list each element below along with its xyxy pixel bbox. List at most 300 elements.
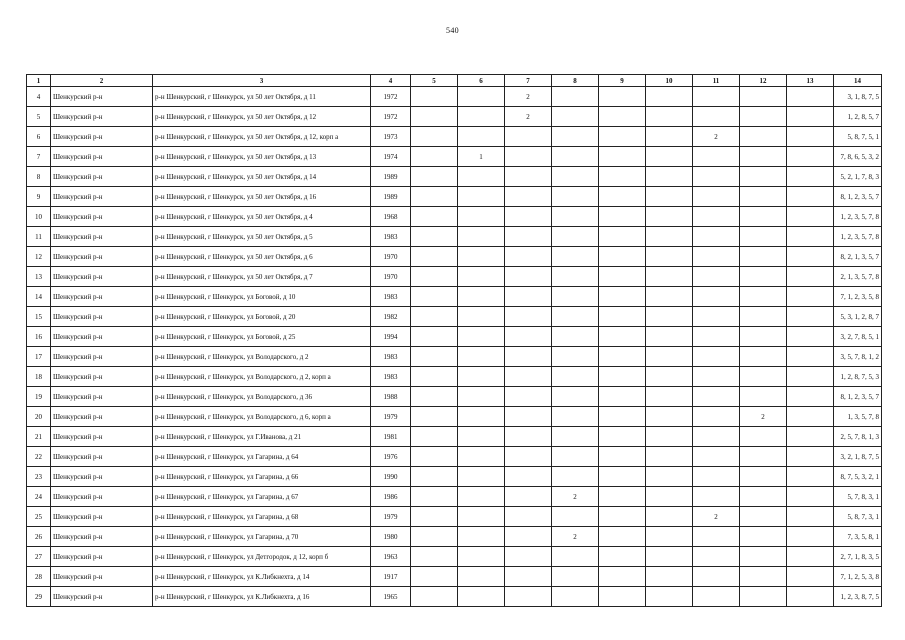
cell-year-built: 1988 bbox=[371, 387, 411, 407]
cell-col-7 bbox=[505, 387, 552, 407]
column-header-9: 9 bbox=[599, 75, 646, 87]
cell-district: Шенкурский р-н bbox=[51, 587, 153, 607]
cell-district: Шенкурский р-н bbox=[51, 227, 153, 247]
cell-year-built: 1990 bbox=[371, 467, 411, 487]
cell-row-number: 18 bbox=[27, 367, 51, 387]
cell-address: р-н Шенкурский, г Шенкурск, ул Гагарина, д 68 bbox=[153, 507, 371, 527]
cell-district: Шенкурский р-н bbox=[51, 427, 153, 447]
cell-col-9 bbox=[599, 347, 646, 367]
cell-col-10 bbox=[646, 567, 693, 587]
cell-col-8 bbox=[552, 507, 599, 527]
cell-col-11 bbox=[693, 87, 740, 107]
cell-col-11 bbox=[693, 247, 740, 267]
cell-col-8 bbox=[552, 307, 599, 327]
cell-col-9 bbox=[599, 107, 646, 127]
cell-col-12 bbox=[740, 127, 787, 147]
cell-col-5 bbox=[411, 267, 458, 287]
cell-col-6 bbox=[458, 427, 505, 447]
cell-col-6 bbox=[458, 547, 505, 567]
cell-col-10 bbox=[646, 427, 693, 447]
cell-col-13 bbox=[787, 547, 834, 567]
cell-row-number: 25 bbox=[27, 507, 51, 527]
cell-col-8 bbox=[552, 467, 599, 487]
cell-address: р-н Шенкурский, г Шенкурск, ул Боговой, д 20 bbox=[153, 307, 371, 327]
cell-col-10 bbox=[646, 87, 693, 107]
cell-address: р-н Шенкурский, г Шенкурск, ул К.Либкнехта, д 16 bbox=[153, 587, 371, 607]
table-row bbox=[27, 427, 882, 447]
cell-col-9 bbox=[599, 87, 646, 107]
cell-priority-list: 8, 7, 5, 3, 2, 1 bbox=[834, 467, 882, 487]
cell-district: Шенкурский р-н bbox=[51, 307, 153, 327]
cell-year-built: 1979 bbox=[371, 407, 411, 427]
cell-col-11 bbox=[693, 147, 740, 167]
table-row bbox=[27, 207, 882, 227]
cell-col-8 bbox=[552, 107, 599, 127]
cell-priority-list: 1, 2, 3, 5, 7, 8 bbox=[834, 227, 882, 247]
cell-address: р-н Шенкурский, г Шенкурск, ул 50 лет Октября, д 5 bbox=[153, 227, 371, 247]
column-header-11: 11 bbox=[693, 75, 740, 87]
cell-col-5 bbox=[411, 487, 458, 507]
cell-col-13 bbox=[787, 107, 834, 127]
cell-district: Шенкурский р-н bbox=[51, 527, 153, 547]
column-header-5: 5 bbox=[411, 75, 458, 87]
cell-row-number: 11 bbox=[27, 227, 51, 247]
table-row bbox=[27, 367, 882, 387]
cell-col-12 bbox=[740, 147, 787, 167]
cell-row-number: 13 bbox=[27, 267, 51, 287]
cell-priority-list: 7, 3, 5, 8, 1 bbox=[834, 527, 882, 547]
cell-address: р-н Шенкурский, г Шенкурск, ул Боговой, д 10 bbox=[153, 287, 371, 307]
cell-col-9 bbox=[599, 487, 646, 507]
table-row bbox=[27, 267, 882, 287]
cell-col-12 bbox=[740, 347, 787, 367]
column-header-14: 14 bbox=[834, 75, 882, 87]
cell-year-built: 1973 bbox=[371, 127, 411, 147]
cell-col-9 bbox=[599, 587, 646, 607]
cell-priority-list: 2, 1, 3, 5, 7, 8 bbox=[834, 267, 882, 287]
cell-col-13 bbox=[787, 247, 834, 267]
cell-col-9 bbox=[599, 547, 646, 567]
cell-priority-list: 5, 8, 7, 3, 1 bbox=[834, 507, 882, 527]
cell-col-12 bbox=[740, 327, 787, 347]
cell-col-12 bbox=[740, 447, 787, 467]
cell-row-number: 12 bbox=[27, 247, 51, 267]
cell-priority-list: 8, 1, 2, 3, 5, 7 bbox=[834, 187, 882, 207]
cell-priority-list: 3, 5, 7, 8, 1, 2 bbox=[834, 347, 882, 367]
cell-year-built: 1976 bbox=[371, 447, 411, 467]
cell-col-6 bbox=[458, 367, 505, 387]
cell-col-12 bbox=[740, 587, 787, 607]
cell-col-11 bbox=[693, 467, 740, 487]
cell-col-7 bbox=[505, 427, 552, 447]
cell-col-7 bbox=[505, 407, 552, 427]
cell-district: Шенкурский р-н bbox=[51, 467, 153, 487]
table-row bbox=[27, 107, 882, 127]
cell-col-13 bbox=[787, 447, 834, 467]
cell-col-10 bbox=[646, 587, 693, 607]
cell-year-built: 1974 bbox=[371, 147, 411, 167]
cell-col-11 bbox=[693, 527, 740, 547]
column-header-2: 2 bbox=[51, 75, 153, 87]
cell-col-6 bbox=[458, 407, 505, 427]
cell-col-12 bbox=[740, 187, 787, 207]
cell-district: Шенкурский р-н bbox=[51, 287, 153, 307]
cell-year-built: 1982 bbox=[371, 307, 411, 327]
table-row bbox=[27, 227, 882, 247]
cell-district: Шенкурский р-н bbox=[51, 567, 153, 587]
cell-col-10 bbox=[646, 227, 693, 247]
cell-address: р-н Шенкурский, г Шенкурск, ул 50 лет Октября, д 12, корп а bbox=[153, 127, 371, 147]
cell-col-5 bbox=[411, 167, 458, 187]
cell-district: Шенкурский р-н bbox=[51, 407, 153, 427]
cell-priority-list: 3, 2, 1, 8, 7, 5 bbox=[834, 447, 882, 467]
cell-col-8 bbox=[552, 287, 599, 307]
cell-col-6 bbox=[458, 527, 505, 547]
cell-col-11 bbox=[693, 447, 740, 467]
cell-address: р-н Шенкурский, г Шенкурск, ул Гагарина, д 67 bbox=[153, 487, 371, 507]
table-row bbox=[27, 587, 882, 607]
cell-col-12 bbox=[740, 287, 787, 307]
cell-district: Шенкурский р-н bbox=[51, 167, 153, 187]
cell-col-6 bbox=[458, 207, 505, 227]
cell-district: Шенкурский р-н bbox=[51, 107, 153, 127]
cell-year-built: 1983 bbox=[371, 367, 411, 387]
cell-year-built: 1994 bbox=[371, 327, 411, 347]
cell-col-9 bbox=[599, 567, 646, 587]
cell-year-built: 1972 bbox=[371, 107, 411, 127]
cell-row-number: 16 bbox=[27, 327, 51, 347]
cell-priority-list: 7, 1, 2, 5, 3, 8 bbox=[834, 567, 882, 587]
page-number: 540 bbox=[446, 26, 459, 35]
cell-col-5 bbox=[411, 187, 458, 207]
cell-col-7 bbox=[505, 267, 552, 287]
cell-col-6 bbox=[458, 87, 505, 107]
cell-col-11 bbox=[693, 347, 740, 367]
cell-priority-list: 3, 1, 8, 7, 5 bbox=[834, 87, 882, 107]
cell-address: р-н Шенкурский, г Шенкурск, ул 50 лет Октября, д 6 bbox=[153, 247, 371, 267]
cell-col-7 bbox=[505, 147, 552, 167]
cell-row-number: 5 bbox=[27, 107, 51, 127]
column-header-7: 7 bbox=[505, 75, 552, 87]
cell-address: р-н Шенкурский, г Шенкурск, ул 50 лет Октября, д 4 bbox=[153, 207, 371, 227]
cell-col-8 bbox=[552, 327, 599, 347]
cell-col-8 bbox=[552, 587, 599, 607]
cell-col-9 bbox=[599, 127, 646, 147]
cell-col-8 bbox=[552, 567, 599, 587]
cell-col-12 bbox=[740, 207, 787, 227]
cell-col-8: 2 bbox=[552, 487, 599, 507]
cell-priority-list: 1, 3, 5, 7, 8 bbox=[834, 407, 882, 427]
cell-col-5 bbox=[411, 547, 458, 567]
cell-col-5 bbox=[411, 127, 458, 147]
cell-address: р-н Шенкурский, г Шенкурск, ул Володарского, д 6, корп а bbox=[153, 407, 371, 427]
table-row bbox=[27, 387, 882, 407]
cell-priority-list: 5, 3, 1, 2, 8, 7 bbox=[834, 307, 882, 327]
table-row bbox=[27, 347, 882, 367]
cell-row-number: 8 bbox=[27, 167, 51, 187]
cell-district: Шенкурский р-н bbox=[51, 387, 153, 407]
cell-col-5 bbox=[411, 147, 458, 167]
cell-col-8 bbox=[552, 547, 599, 567]
cell-address: р-н Шенкурский, г Шенкурск, ул 50 лет Октября, д 16 bbox=[153, 187, 371, 207]
cell-col-12 bbox=[740, 367, 787, 387]
cell-col-13 bbox=[787, 167, 834, 187]
cell-col-9 bbox=[599, 247, 646, 267]
cell-col-13 bbox=[787, 207, 834, 227]
cell-district: Шенкурский р-н bbox=[51, 327, 153, 347]
cell-col-12 bbox=[740, 567, 787, 587]
cell-col-5 bbox=[411, 567, 458, 587]
cell-col-9 bbox=[599, 427, 646, 447]
cell-col-5 bbox=[411, 227, 458, 247]
table-row bbox=[27, 547, 882, 567]
cell-col-10 bbox=[646, 147, 693, 167]
cell-col-12 bbox=[740, 227, 787, 247]
cell-priority-list: 2, 5, 7, 8, 1, 3 bbox=[834, 427, 882, 447]
cell-col-10 bbox=[646, 527, 693, 547]
cell-row-number: 6 bbox=[27, 127, 51, 147]
cell-col-10 bbox=[646, 127, 693, 147]
cell-year-built: 1983 bbox=[371, 227, 411, 247]
cell-col-9 bbox=[599, 167, 646, 187]
cell-address: р-н Шенкурский, г Шенкурск, ул Боговой, д 25 bbox=[153, 327, 371, 347]
cell-year-built: 1965 bbox=[371, 587, 411, 607]
cell-col-5 bbox=[411, 107, 458, 127]
cell-col-5 bbox=[411, 347, 458, 367]
cell-col-11 bbox=[693, 487, 740, 507]
cell-col-9 bbox=[599, 387, 646, 407]
table-row bbox=[27, 467, 882, 487]
cell-col-11 bbox=[693, 187, 740, 207]
cell-row-number: 7 bbox=[27, 147, 51, 167]
cell-col-12 bbox=[740, 487, 787, 507]
cell-col-8 bbox=[552, 367, 599, 387]
cell-col-13 bbox=[787, 487, 834, 507]
cell-col-7 bbox=[505, 567, 552, 587]
cell-col-12 bbox=[740, 507, 787, 527]
cell-priority-list: 5, 7, 8, 3, 1 bbox=[834, 487, 882, 507]
cell-col-10 bbox=[646, 347, 693, 367]
cell-col-5 bbox=[411, 87, 458, 107]
cell-col-7 bbox=[505, 127, 552, 147]
cell-col-10 bbox=[646, 387, 693, 407]
table-row bbox=[27, 307, 882, 327]
cell-col-13 bbox=[787, 587, 834, 607]
cell-col-5 bbox=[411, 507, 458, 527]
cell-col-6 bbox=[458, 387, 505, 407]
cell-col-7 bbox=[505, 207, 552, 227]
cell-address: р-н Шенкурский, г Шенкурск, ул К.Либкнехта, д 14 bbox=[153, 567, 371, 587]
column-header-3: 3 bbox=[153, 75, 371, 87]
cell-year-built: 1981 bbox=[371, 427, 411, 447]
cell-col-7: 2 bbox=[505, 107, 552, 127]
cell-year-built: 1968 bbox=[371, 207, 411, 227]
cell-col-7 bbox=[505, 507, 552, 527]
cell-col-10 bbox=[646, 407, 693, 427]
cell-col-6 bbox=[458, 287, 505, 307]
cell-col-7 bbox=[505, 487, 552, 507]
cell-col-8 bbox=[552, 407, 599, 427]
cell-col-10 bbox=[646, 367, 693, 387]
cell-col-12 bbox=[740, 87, 787, 107]
column-header-8: 8 bbox=[552, 75, 599, 87]
cell-col-9 bbox=[599, 187, 646, 207]
cell-priority-list: 5, 8, 7, 5, 1 bbox=[834, 127, 882, 147]
cell-col-11 bbox=[693, 307, 740, 327]
cell-row-number: 26 bbox=[27, 527, 51, 547]
cell-col-7 bbox=[505, 447, 552, 467]
cell-col-11 bbox=[693, 287, 740, 307]
cell-col-9 bbox=[599, 447, 646, 467]
cell-col-6 bbox=[458, 487, 505, 507]
cell-col-8 bbox=[552, 267, 599, 287]
table-row bbox=[27, 567, 882, 587]
cell-row-number: 17 bbox=[27, 347, 51, 367]
cell-col-11 bbox=[693, 367, 740, 387]
cell-col-6 bbox=[458, 267, 505, 287]
cell-year-built: 1989 bbox=[371, 167, 411, 187]
cell-col-10 bbox=[646, 467, 693, 487]
cell-col-10 bbox=[646, 447, 693, 467]
cell-col-13 bbox=[787, 327, 834, 347]
cell-col-9 bbox=[599, 147, 646, 167]
cell-address: р-н Шенкурский, г Шенкурск, ул 50 лет Октября, д 12 bbox=[153, 107, 371, 127]
cell-col-7 bbox=[505, 347, 552, 367]
cell-col-6 bbox=[458, 587, 505, 607]
cell-year-built: 1972 bbox=[371, 87, 411, 107]
cell-col-12 bbox=[740, 427, 787, 447]
cell-row-number: 4 bbox=[27, 87, 51, 107]
cell-col-7 bbox=[505, 287, 552, 307]
cell-row-number: 23 bbox=[27, 467, 51, 487]
cell-col-5 bbox=[411, 327, 458, 347]
cell-year-built: 1983 bbox=[371, 287, 411, 307]
cell-year-built: 1986 bbox=[371, 487, 411, 507]
cell-year-built: 1989 bbox=[371, 187, 411, 207]
cell-col-7 bbox=[505, 307, 552, 327]
cell-col-13 bbox=[787, 127, 834, 147]
cell-col-6 bbox=[458, 247, 505, 267]
cell-row-number: 15 bbox=[27, 307, 51, 327]
cell-col-5 bbox=[411, 467, 458, 487]
cell-col-7 bbox=[505, 547, 552, 567]
cell-col-12 bbox=[740, 307, 787, 327]
cell-col-10 bbox=[646, 187, 693, 207]
cell-col-11 bbox=[693, 407, 740, 427]
cell-col-5 bbox=[411, 527, 458, 547]
housing-register-table bbox=[26, 74, 882, 607]
cell-district: Шенкурский р-н bbox=[51, 247, 153, 267]
cell-col-11 bbox=[693, 327, 740, 347]
cell-col-11 bbox=[693, 587, 740, 607]
cell-col-11 bbox=[693, 387, 740, 407]
cell-district: Шенкурский р-н bbox=[51, 127, 153, 147]
cell-address: р-н Шенкурский, г Шенкурск, ул Володарского, д 36 bbox=[153, 387, 371, 407]
cell-row-number: 22 bbox=[27, 447, 51, 467]
cell-col-8 bbox=[552, 387, 599, 407]
cell-address: р-н Шенкурский, г Шенкурск, ул Володарского, д 2, корп а bbox=[153, 367, 371, 387]
cell-row-number: 10 bbox=[27, 207, 51, 227]
cell-priority-list: 1, 2, 8, 7, 5, 3 bbox=[834, 367, 882, 387]
cell-col-5 bbox=[411, 307, 458, 327]
column-header-13: 13 bbox=[787, 75, 834, 87]
cell-col-12 bbox=[740, 527, 787, 547]
cell-district: Шенкурский р-н bbox=[51, 447, 153, 467]
table-row bbox=[27, 487, 882, 507]
column-header-6: 6 bbox=[458, 75, 505, 87]
cell-col-13 bbox=[787, 287, 834, 307]
cell-year-built: 1917 bbox=[371, 567, 411, 587]
cell-col-13 bbox=[787, 387, 834, 407]
cell-row-number: 21 bbox=[27, 427, 51, 447]
cell-address: р-н Шенкурский, г Шенкурск, ул Гагарина, д 64 bbox=[153, 447, 371, 467]
cell-col-6 bbox=[458, 467, 505, 487]
cell-row-number: 20 bbox=[27, 407, 51, 427]
cell-col-10 bbox=[646, 287, 693, 307]
cell-col-7 bbox=[505, 187, 552, 207]
cell-row-number: 14 bbox=[27, 287, 51, 307]
table-row bbox=[27, 507, 882, 527]
table-row bbox=[27, 407, 882, 427]
cell-address: р-н Шенкурский, г Шенкурск, ул 50 лет Октября, д 13 bbox=[153, 147, 371, 167]
cell-address: р-н Шенкурский, г Шенкурск, ул 50 лет Октября, д 11 bbox=[153, 87, 371, 107]
cell-col-8 bbox=[552, 447, 599, 467]
cell-col-10 bbox=[646, 107, 693, 127]
cell-col-12 bbox=[740, 247, 787, 267]
cell-row-number: 27 bbox=[27, 547, 51, 567]
cell-year-built: 1963 bbox=[371, 547, 411, 567]
cell-col-5 bbox=[411, 587, 458, 607]
cell-col-11 bbox=[693, 107, 740, 127]
cell-col-8 bbox=[552, 87, 599, 107]
cell-col-6 bbox=[458, 187, 505, 207]
cell-col-7 bbox=[505, 247, 552, 267]
cell-col-11 bbox=[693, 207, 740, 227]
cell-col-5 bbox=[411, 447, 458, 467]
cell-col-10 bbox=[646, 327, 693, 347]
cell-col-12 bbox=[740, 167, 787, 187]
table-row bbox=[27, 127, 882, 147]
cell-col-7 bbox=[505, 227, 552, 247]
cell-col-13 bbox=[787, 187, 834, 207]
header-row bbox=[27, 75, 882, 87]
cell-col-10 bbox=[646, 507, 693, 527]
cell-col-9 bbox=[599, 327, 646, 347]
cell-address: р-н Шенкурский, г Шенкурск, ул Г.Иванова, д 21 bbox=[153, 427, 371, 447]
cell-address: р-н Шенкурский, г Шенкурск, ул 50 лет Октября, д 14 bbox=[153, 167, 371, 187]
table-row bbox=[27, 147, 882, 167]
cell-district: Шенкурский р-н bbox=[51, 367, 153, 387]
cell-col-8 bbox=[552, 207, 599, 227]
cell-priority-list: 2, 7, 1, 8, 3, 5 bbox=[834, 547, 882, 567]
cell-col-5 bbox=[411, 207, 458, 227]
cell-col-9 bbox=[599, 467, 646, 487]
column-header-12: 12 bbox=[740, 75, 787, 87]
cell-row-number: 28 bbox=[27, 567, 51, 587]
cell-col-12: 2 bbox=[740, 407, 787, 427]
cell-year-built: 1980 bbox=[371, 527, 411, 547]
cell-col-9 bbox=[599, 227, 646, 247]
cell-col-6 bbox=[458, 567, 505, 587]
cell-col-6 bbox=[458, 327, 505, 347]
cell-col-10 bbox=[646, 487, 693, 507]
cell-col-8 bbox=[552, 127, 599, 147]
table-row bbox=[27, 247, 882, 267]
table-body bbox=[27, 87, 882, 607]
column-header-1: 1 bbox=[27, 75, 51, 87]
cell-col-8 bbox=[552, 167, 599, 187]
cell-col-11 bbox=[693, 227, 740, 247]
